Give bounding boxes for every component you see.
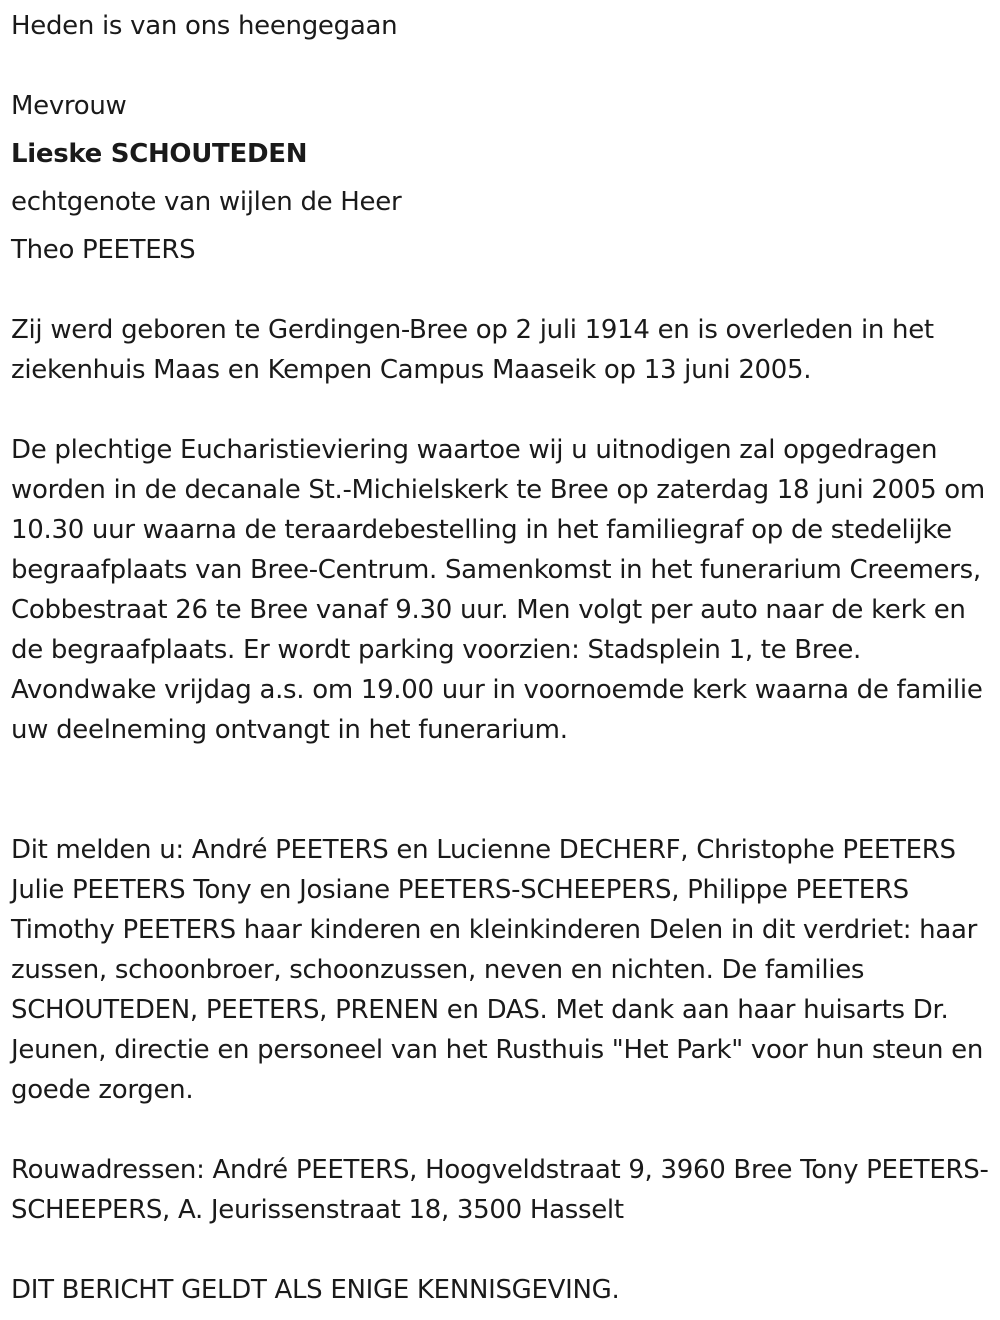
birth-death-paragraph: Zij werd geboren te Gerdingen-Bree op 2 juli 1914 en is overleden in het ziekenhuis Maas en Kempen Campus Maaseik op 13 juni 2005. [11, 315, 934, 385]
deceased-name: Lieske SCHOUTEDEN [11, 139, 308, 169]
relation-line: echtgenote van wijlen de Heer [11, 187, 402, 217]
spouse-name: Theo PEETERS [11, 235, 196, 265]
intro-line: Heden is van ons heengegaan [11, 11, 398, 41]
deceased-title: Mevrouw [11, 91, 127, 121]
ceremony-paragraph: De plechtige Eucharistieviering waartoe wij u uitnodigen zal opgedragen worden in de decanale St.-Michielskerk te Bree op zaterdag 18 juni 2005 om 10.30 uur waarna de teraardebestelling in het familiegraf op de stedelijke begraafplaats van Bree-Centrum. Samenkomst in het funerarium Creemers, Cobbestraat 26 te Bree vanaf 9.30 uur. Men volgt per auto naar de kerk en de begraafplaats. Er wordt parking voorzien: Stadsplein 1, te Bree. Avondwake vrijdag a.s. om 19.00 uur in voornoemde kerk waarna de familie uw deelneming ontvangt in het funerarium. [11, 435, 985, 745]
closing-notice: DIT BERICHT GELDT ALS ENIGE KENNISGEVING. [11, 1275, 620, 1305]
announcers-paragraph: Dit melden u: André PEETERS en Lucienne DECHERF, Christophe PEETERS Julie PEETERS Tony en Josiane PEETERS-SCHEEPERS, Philippe PEETERS Timothy PEETERS haar kinderen en kleinkinderen Delen in dit verdriet: haar zussen, schoonbroer, schoonzussen, neven en nichten. De families SCHOUTEDEN, PEETERS, PRENEN en DAS. Met dank aan haar huisarts Dr. Jeunen, directie en personeel van het Rusthuis "Het Park" voor hun steun en goede zorgen. [11, 835, 984, 1105]
addresses-paragraph: Rouwadressen: André PEETERS, Hoogveldstraat 9, 3960 Bree Tony PEETERS-SCHEEPERS, A. Jeurissenstraat 18, 3500 Hasselt [11, 1155, 989, 1225]
